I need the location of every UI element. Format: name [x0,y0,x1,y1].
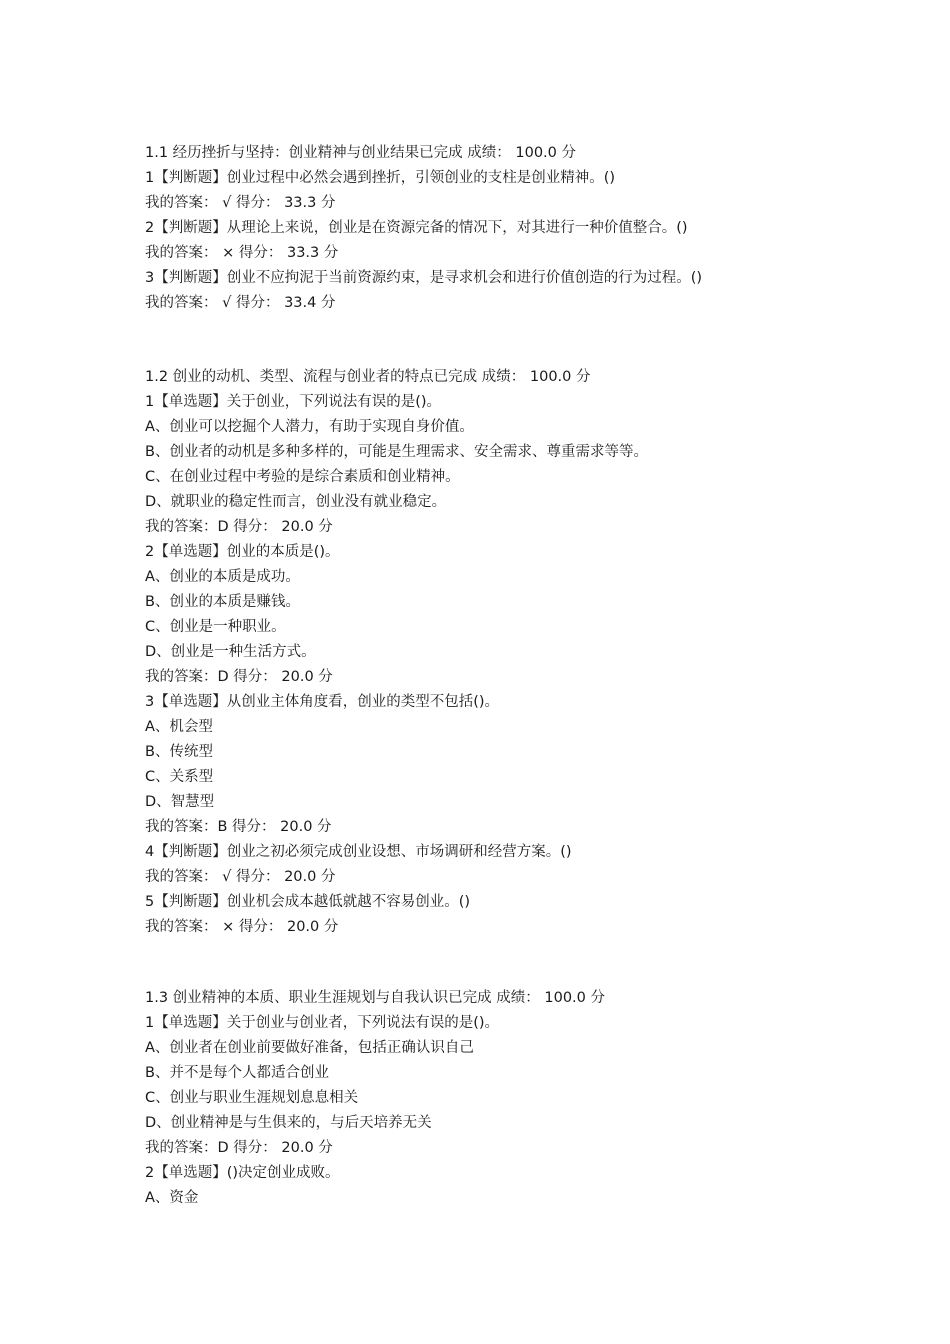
option-c: C、创业是一种职业。 [145,619,286,635]
option-b: B、传统型 [145,744,213,760]
question-text: 2【单选题】()决定创业成败。 [145,1165,340,1181]
option-d: D、就职业的稳定性而言，创业没有就业稳定。 [145,494,447,510]
section-1-3 [145,986,845,1211]
answer-score: 我的答案： √ 得分： 33.4 分 [145,295,336,311]
question-text: 3【单选题】从创业主体角度看，创业的类型不包括()。 [145,694,500,710]
answer-score: 我的答案： √ 得分： 20.0 分 [145,869,336,885]
option-d: D、创业精神是与生俱来的，与后天培养无关 [145,1115,432,1131]
answer-score: 我的答案： × 得分： 33.3 分 [145,245,339,261]
section-heading: 1.3 创业精神的本质、职业生涯规划与自我认识已完成 成绩： 100.0 分 [145,990,606,1006]
section-1-2 [145,365,845,940]
option-b: B、创业的本质是赚钱。 [145,594,300,610]
option-a: A、创业者在创业前要做好准备，包括正确认识自己 [145,1040,474,1056]
section-heading: 1.2 创业的动机、类型、流程与创业者的特点已完成 成绩： 100.0 分 [145,369,591,385]
option-c: C、在创业过程中考验的是综合素质和创业精神。 [145,469,460,485]
section-1-1 [145,141,845,316]
option-b: B、创业者的动机是多种多样的，可能是生理需求、安全需求、尊重需求等等。 [145,444,648,460]
option-a: A、资金 [145,1190,199,1206]
answer-score: 我的答案：B 得分： 20.0 分 [145,819,332,835]
answer-score: 我的答案：D 得分： 20.0 分 [145,1140,333,1156]
question-text: 4【判断题】创业之初必须完成创业设想、市场调研和经营方案。() [145,844,572,860]
question-text: 1【单选题】关于创业与创业者，下列说法有误的是()。 [145,1015,500,1031]
option-d: D、智慧型 [145,794,215,810]
question-text: 3【判断题】创业不应拘泥于当前资源约束，是寻求机会和进行价值创造的行为过程。() [145,270,703,286]
answer-score: 我的答案：D 得分： 20.0 分 [145,519,333,535]
option-a: A、创业的本质是成功。 [145,569,300,585]
question-text: 1【单选题】关于创业，下列说法有误的是()。 [145,394,442,410]
question-text: 2【单选题】创业的本质是()。 [145,544,340,560]
section-heading: 1.1 经历挫折与坚持：创业精神与创业结果已完成 成绩： 100.0 分 [145,145,577,161]
answer-score: 我的答案： × 得分： 20.0 分 [145,919,339,935]
option-a: A、机会型 [145,719,213,735]
option-c: C、创业与职业生涯规划息息相关 [145,1090,359,1106]
answer-score: 我的答案： √ 得分： 33.3 分 [145,195,336,211]
question-text: 1【判断题】创业过程中必然会遇到挫折，引领创业的支柱是创业精神。() [145,170,616,186]
option-d: D、创业是一种生活方式。 [145,644,316,660]
option-c: C、关系型 [145,769,214,785]
option-a: A、创业可以挖掘个人潜力，有助于实现自身价值。 [145,419,474,435]
question-text: 2【判断题】从理论上来说，创业是在资源完备的情况下，对其进行一种价值整合。() [145,220,688,236]
question-text: 5【判断题】创业机会成本越低就越不容易创业。() [145,894,471,910]
option-b: B、并不是每个人都适合创业 [145,1065,329,1081]
answer-score: 我的答案：D 得分： 20.0 分 [145,669,333,685]
